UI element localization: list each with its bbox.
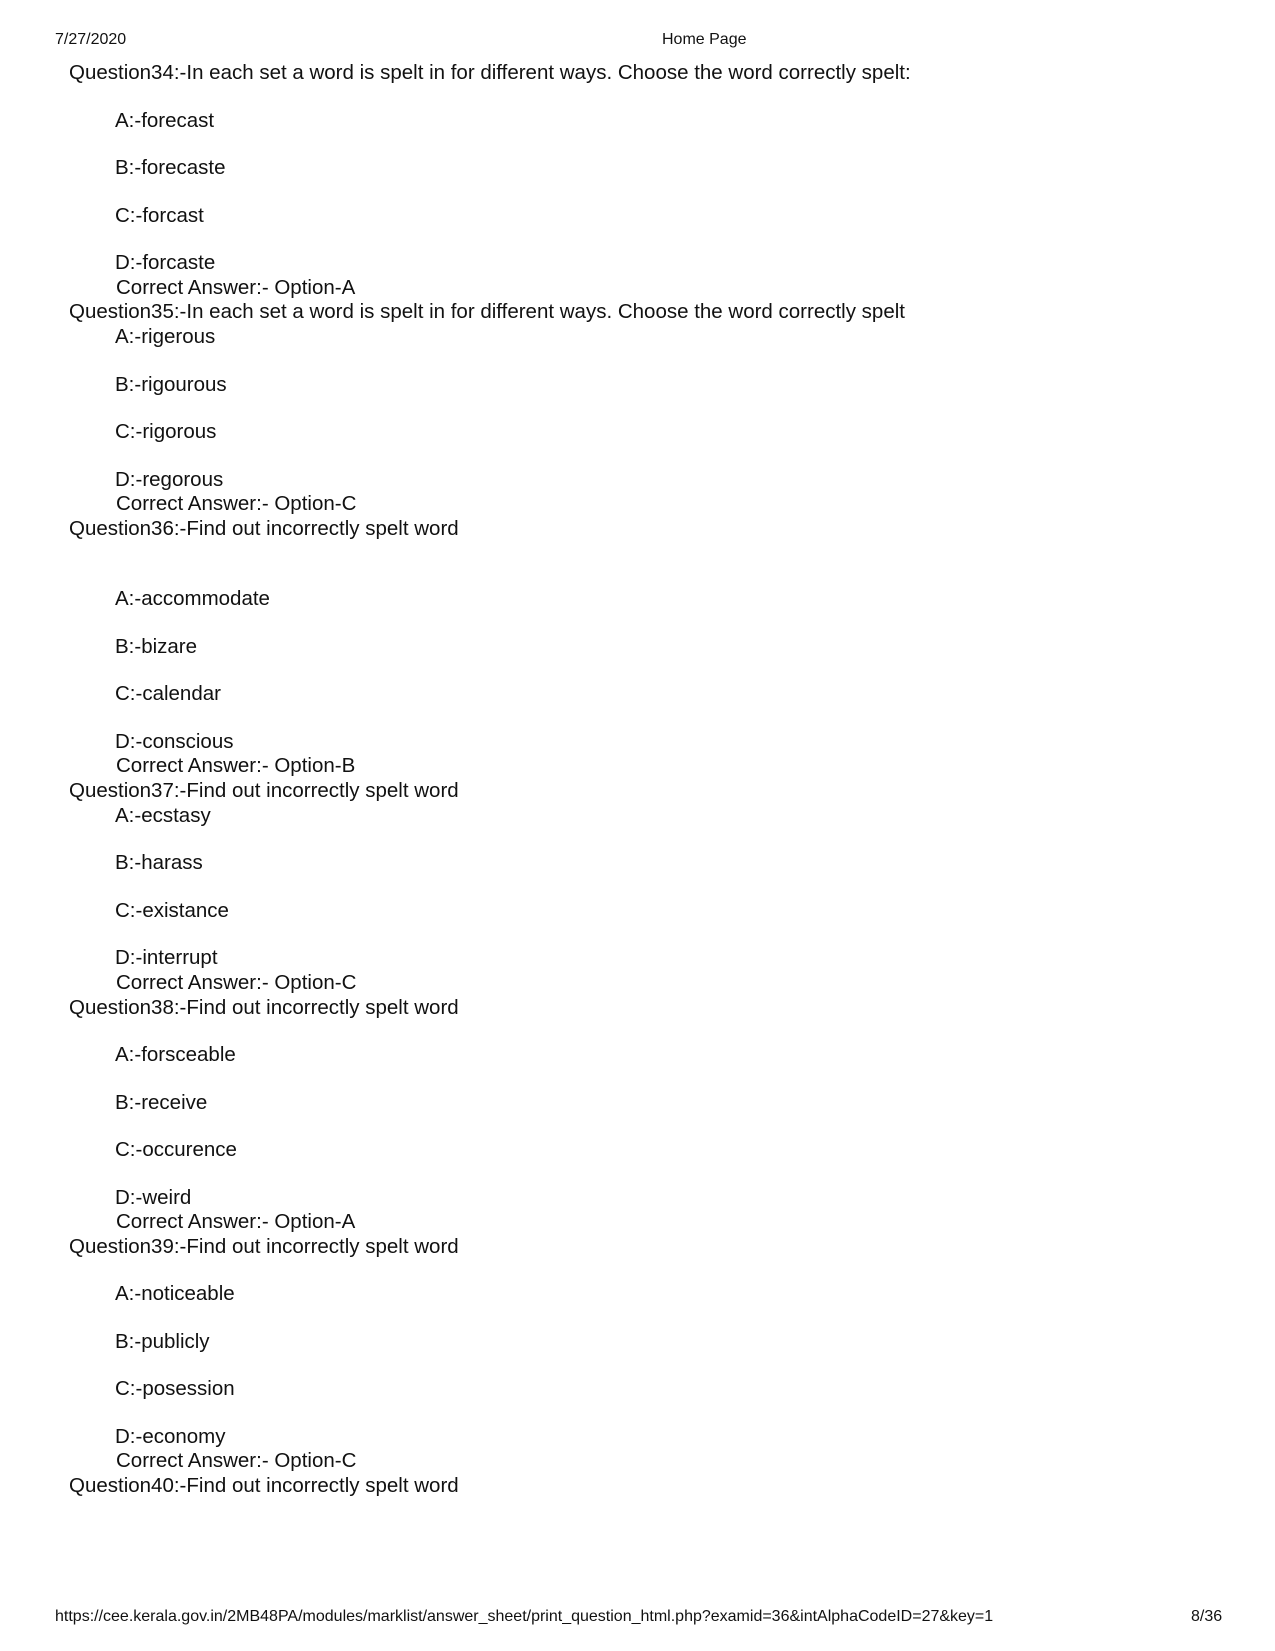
- option-b: B:-receive: [115, 1091, 208, 1114]
- option-a: A:-noticeable: [115, 1282, 235, 1305]
- question-text: Question36:-Find out incorrectly spelt word: [69, 517, 459, 540]
- question-text: Question35:-In each set a word is spelt in for different ways. Choose the word correctly spelt: [69, 300, 905, 323]
- correct-answer: Correct Answer:- Option-C: [116, 971, 357, 994]
- option-c: C:-rigorous: [115, 420, 217, 443]
- option-a: A:-ecstasy: [115, 804, 211, 827]
- option-d: D:-interrupt: [115, 946, 218, 969]
- option-c: C:-occurence: [115, 1138, 237, 1161]
- option-a: A:-accommodate: [115, 587, 270, 610]
- option-c: C:-forcast: [115, 204, 204, 227]
- option-c: C:-existance: [115, 899, 229, 922]
- print-date: 7/27/2020: [55, 31, 127, 48]
- page-number: 8/36: [1191, 1608, 1223, 1625]
- option-d: D:-conscious: [115, 730, 234, 753]
- correct-answer: Correct Answer:- Option-A: [116, 1210, 356, 1233]
- option-d: D:-economy: [115, 1425, 226, 1448]
- option-b: B:-publicly: [115, 1330, 210, 1353]
- option-b: B:-bizare: [115, 635, 198, 658]
- page-title: Home Page: [662, 31, 747, 48]
- option-a: A:-forsceable: [115, 1043, 236, 1066]
- correct-answer: Correct Answer:- Option-A: [116, 276, 356, 299]
- option-c: C:-posession: [115, 1377, 235, 1400]
- correct-answer: Correct Answer:- Option-C: [116, 1449, 357, 1472]
- option-b: B:-harass: [115, 851, 203, 874]
- option-c: C:-calendar: [115, 682, 221, 705]
- question-text: Question37:-Find out incorrectly spelt word: [69, 779, 459, 802]
- question-text: Question38:-Find out incorrectly spelt word: [69, 996, 459, 1019]
- option-b: B:-forecaste: [115, 156, 226, 179]
- question-text: Question39:-Find out incorrectly spelt word: [69, 1235, 459, 1258]
- question-text: Question34:-In each set a word is spelt in for different ways. Choose the word correctly spelt:: [69, 61, 911, 84]
- correct-answer: Correct Answer:- Option-B: [116, 754, 356, 777]
- option-a: A:-forecast: [115, 109, 215, 132]
- option-d: D:-weird: [115, 1186, 192, 1209]
- option-b: B:-rigourous: [115, 373, 227, 396]
- option-d: D:-forcaste: [115, 251, 216, 274]
- correct-answer: Correct Answer:- Option-C: [116, 492, 357, 515]
- option-d: D:-regorous: [115, 468, 224, 491]
- option-a: A:-rigerous: [115, 325, 216, 348]
- question-text: Question40:-Find out incorrectly spelt word: [69, 1474, 459, 1497]
- page-url: https://cee.kerala.gov.in/2MB48PA/modules/marklist/answer_sheet/print_question_html.php?examid=36&intAlphaCodeID=27&key=1: [55, 1608, 994, 1625]
